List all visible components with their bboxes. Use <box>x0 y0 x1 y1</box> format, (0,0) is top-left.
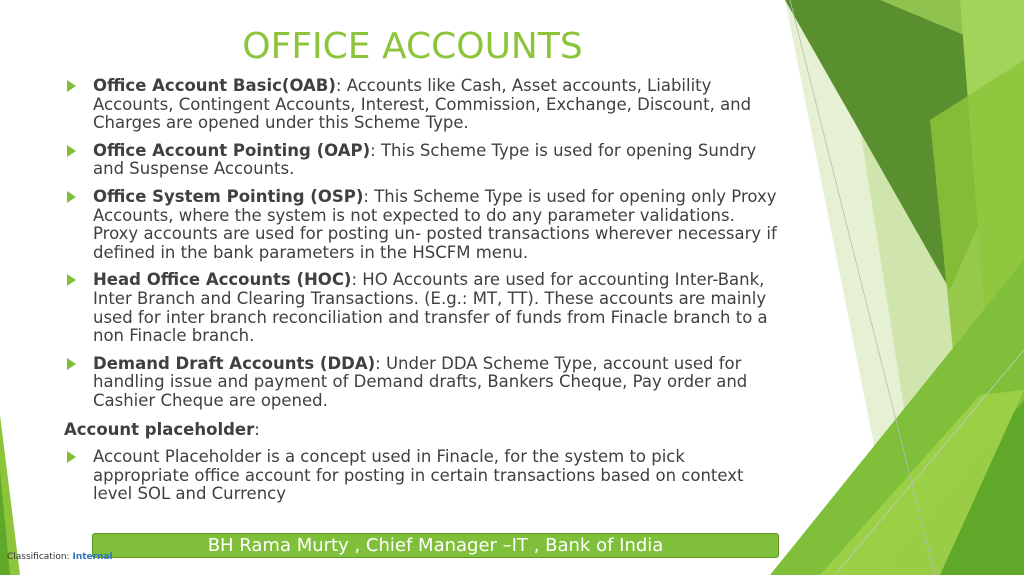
bullet-arrow-icon <box>67 191 76 203</box>
bullet-term: Office Account Basic(OAB) <box>93 76 336 95</box>
bullet-arrow-icon <box>67 358 76 370</box>
bullet-arrow-icon <box>67 274 76 286</box>
bullet-placeholder <box>64 448 784 504</box>
bullet-text: : Accounts like Cash, Asset accounts, Liability Accounts, Contingent Accounts, Interest, Commission, Exchange, Discount, and Charges are opened under this Scheme Type. <box>93 76 752 133</box>
placeholder-heading-colon: : <box>254 419 260 439</box>
bullet-text: Account Placeholder is a concept used in Finacle, for the system to pick appropriate office account for posting in certain transactions based on context level SOL and Currency <box>93 447 744 504</box>
placeholder-heading <box>64 421 784 440</box>
bullet-text: : This Scheme Type is used for opening only Proxy Accounts, where the system is not expected to do any parameter validations. Proxy accounts are used for posting un- posted transactions wherever necessary if defined in the bank parameters in the HSCFM menu. <box>93 186 777 262</box>
bullet-term: Demand Draft Accounts (DDA) <box>93 353 376 373</box>
bullet-hoc <box>64 271 784 345</box>
classification-value: Internal <box>72 552 113 562</box>
bullet-arrow-icon <box>67 451 76 463</box>
bullet-term: Head Office Accounts (HOC) <box>93 270 352 290</box>
bullet-oap <box>64 142 784 179</box>
bullet-term: Office System Pointing (OSP) <box>93 186 364 206</box>
footer-banner: BH Rama Murty , Chief Manager –IT , Bank of India <box>92 533 779 558</box>
bullet-text: : Under DDA Scheme Type, account used for handling issue and payment of Demand drafts, Bankers Cheque, Pay order and Cashier Cheque are opened. <box>93 353 748 410</box>
content-area <box>64 77 784 513</box>
page-title: OFFICE ACCOUNTS <box>242 26 583 67</box>
bullet-osp <box>64 188 784 262</box>
classification-label-text: Classification: <box>7 552 70 562</box>
bullet-arrow-icon <box>67 80 76 92</box>
bullet-text: : This Scheme Type is used for opening Sundry and Suspense Accounts. <box>93 140 757 179</box>
placeholder-heading-text: Account placeholder <box>64 419 255 439</box>
bullet-arrow-icon <box>67 145 76 157</box>
bullet-term: Office Account Pointing (OAP) <box>93 140 371 160</box>
bullet-text: : HO Accounts are used for accounting Inter-Bank, Inter Branch and Clearing Transactions. (E.g.: MT, TT). These accounts are mainly used for inter branch reconciliation and transfer of funds from Finacle branch to a non Finacle branch. <box>93 270 768 346</box>
classification-label <box>7 552 113 562</box>
bullet-dda <box>64 355 784 411</box>
bullet-oab <box>64 77 784 133</box>
